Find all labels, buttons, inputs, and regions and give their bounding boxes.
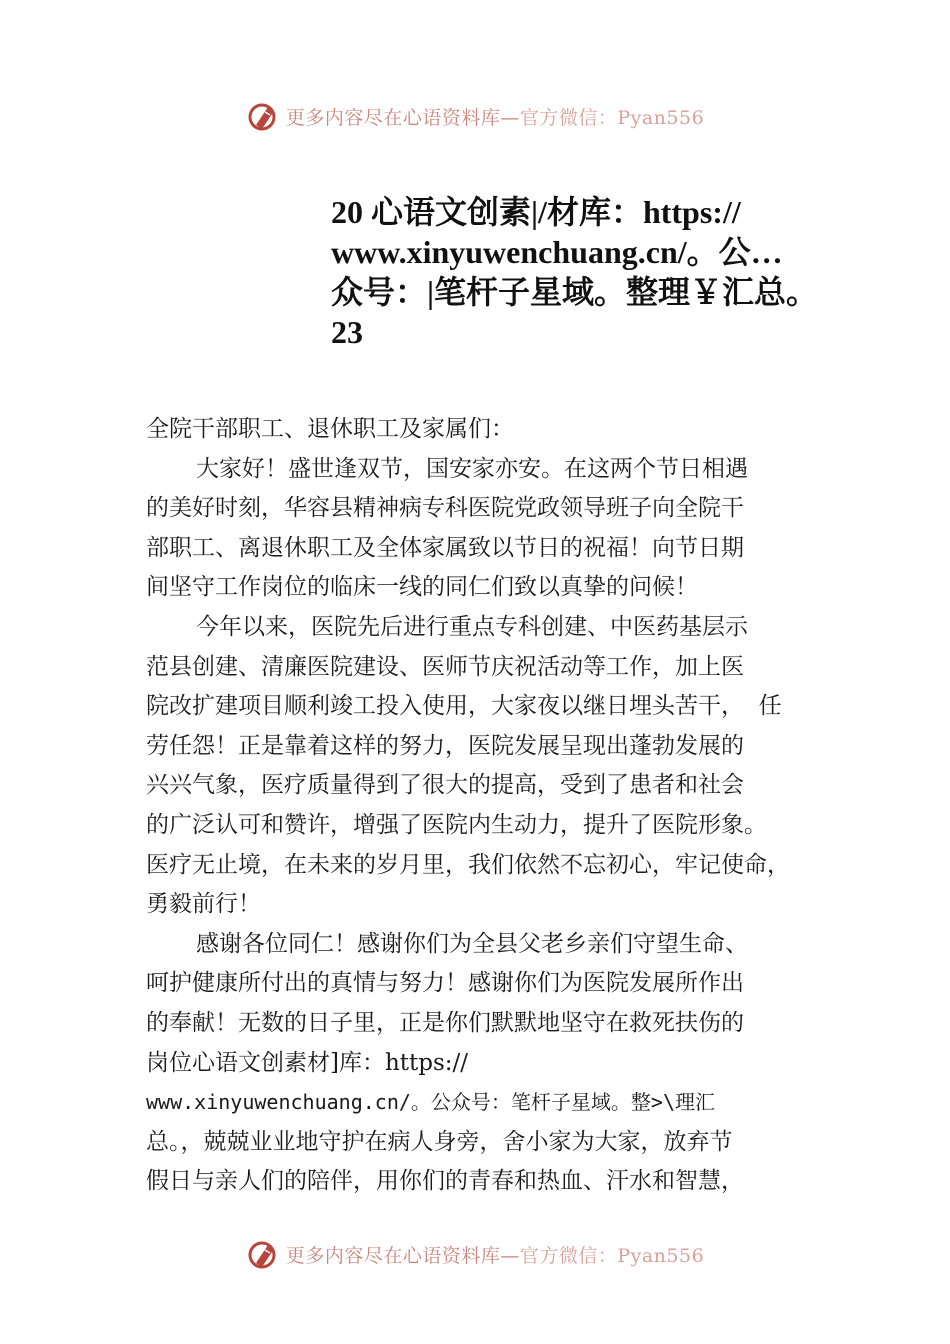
paragraph-line: 勇毅前行！ xyxy=(146,891,261,918)
paragraph-line: 范县创建、清廉医院建设、医师节庆祝活动等工作，加上医 xyxy=(146,653,744,680)
paragraph-line: 感谢各位同仁！感谢你们为全县父老乡亲们守望生命、 xyxy=(196,930,748,957)
title-line: 众号：|笔杆子星域。整理￥汇总。 xyxy=(331,274,819,310)
paragraph-line: 部职工、离退休职工及全体家属致以节日的祝福！向节日期 xyxy=(146,534,744,561)
header-banner xyxy=(0,96,950,136)
footer-banner xyxy=(0,1234,950,1274)
footer-banner-content xyxy=(246,1237,704,1271)
footer-banner-text xyxy=(286,1241,704,1268)
paragraph-line: 的广泛认可和赞许，增强了医院内生动力，提升了医院形象。 xyxy=(146,811,767,838)
banner-wechat: 官方微信：Pyan556 xyxy=(519,106,705,129)
paragraph-line: 大家好！盛世逢双节，国安家亦安。在这两个节日相遇 xyxy=(196,455,748,482)
pen-nib-logo-icon xyxy=(246,99,280,133)
paragraph-line xyxy=(146,687,846,727)
paragraph-line: 呵护健康所付出的真情与努力！感谢你们为医院发展所作出 xyxy=(146,970,744,997)
paragraph-line-text: 院改扩建项目顺利竣工投入使用，大家夜以继日埋头苦干， 任 xyxy=(146,693,782,720)
paragraph-line: 总。，兢兢业业地守护在病人身旁，舍小家为大家，放弃节 xyxy=(146,1128,733,1155)
banner-slogan: 更多内容尽在心语资料库— xyxy=(285,106,520,129)
paragraph-line: www.xinyuwenchuang.cn/。公众号：笔杆子星域。整>\理汇 xyxy=(146,1090,715,1115)
paragraph-line: 医疗无止境，在未来的岁月里，我们依然不忘初心，牢记使命， xyxy=(146,851,790,878)
letter-greeting: 全院干部职工、退休职工及家属们： xyxy=(146,416,514,442)
paragraph-line: 兴兴气象，医疗质量得到了很大的提高，受到了患者和社会 xyxy=(146,772,744,799)
paragraph-line: 劳任怨！正是靠着这样的努力，医院发展呈现出蓬勃发展的 xyxy=(146,732,744,759)
header-banner-content xyxy=(246,99,704,133)
pen-nib-logo-icon xyxy=(246,1237,280,1271)
paragraph-line: 假日与亲人们的陪伴，用你们的青春和热血、汗水和智慧， xyxy=(146,1168,744,1195)
banner-slogan: 更多内容尽在心语资料库— xyxy=(285,1244,520,1267)
paragraph-line: 间坚守工作岗位的临床一线的同仁们致以真挚的问候！ xyxy=(146,574,698,601)
title-line: 20 心语文创素|/材库：https:// xyxy=(331,194,741,230)
paragraph-line: 的奉献！无数的日子里，正是你们默默地坚守在救死扶伤的 xyxy=(146,1009,744,1036)
letter-body xyxy=(146,410,846,1202)
paragraph-line: 的美好时刻，华容县精神病专科医院党政领导班子向全院干 xyxy=(146,495,744,522)
document-title xyxy=(331,192,871,352)
paragraph-line: 岗位心语文创素材]库：https:// xyxy=(146,1049,469,1076)
paragraph-line: 今年以来，医院先后进行重点专科创建、中医药基层示 xyxy=(196,613,748,640)
banner-wechat: 官方微信：Pyan556 xyxy=(519,1244,705,1267)
title-line: www.xinyuwenchuang.cn/。公… xyxy=(331,234,783,270)
header-banner-text xyxy=(286,103,704,130)
title-line: 23 xyxy=(331,314,363,350)
